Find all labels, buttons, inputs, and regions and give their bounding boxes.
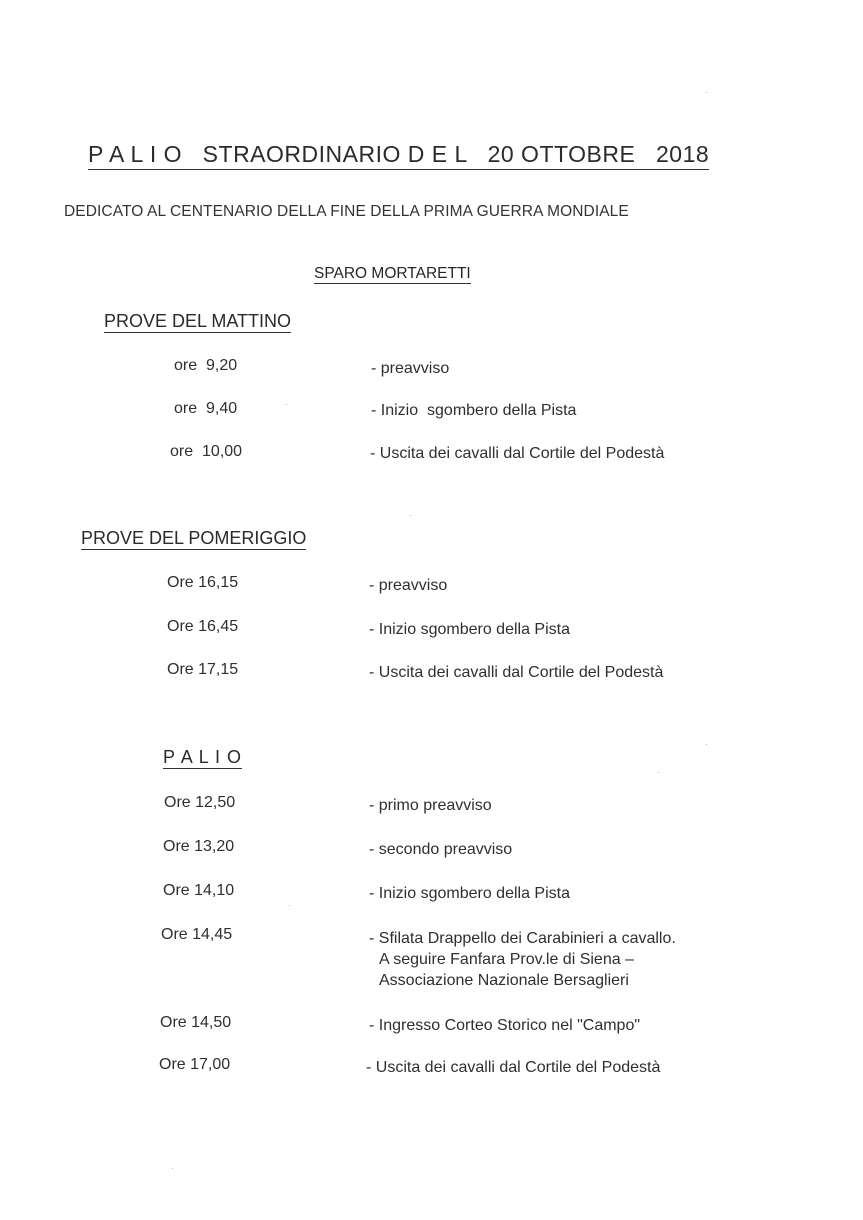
- scan-speck: [706, 92, 707, 93]
- scan-speck: [289, 905, 290, 906]
- time-palio-2: Ore 13,20: [163, 838, 235, 855]
- time-mattino-2: ore 9,40: [174, 400, 238, 417]
- desc-mattino-1: - preavviso: [371, 360, 450, 377]
- scan-speck: [172, 1168, 173, 1169]
- desc-pomeriggio-3: - Uscita dei cavalli dal Cortile del Podestà: [369, 664, 664, 681]
- section-heading-palio: P A L I O: [163, 747, 243, 767]
- page-title: P A L I O STRAORDINARIO D E L 20 OTTOBRE 2018: [88, 141, 709, 170]
- scan-speck: [706, 744, 707, 745]
- time-pomeriggio-2: Ore 16,45: [167, 618, 239, 635]
- section-heading-sparo: SPARO MORTARETTI: [314, 265, 471, 282]
- scan-speck: [658, 772, 659, 773]
- desc-palio-2: - secondo preavviso: [369, 841, 513, 858]
- section-heading-mattino: PROVE DEL MATTINO: [104, 311, 292, 331]
- scan-speck: [286, 404, 287, 405]
- subtitle: DEDICATO AL CENTENARIO DELLA FINE DELLA PRIMA GUERRA MONDIALE: [64, 203, 629, 220]
- time-pomeriggio-3: Ore 17,15: [167, 661, 239, 678]
- time-pomeriggio-1: Ore 16,15: [167, 574, 239, 591]
- time-mattino-1: ore 9,20: [174, 357, 238, 374]
- desc-pomeriggio-2: - Inizio sgombero della Pista: [369, 621, 570, 638]
- desc-palio-4: - Sfilata Drappello dei Carabinieri a cavallo.: [369, 930, 676, 947]
- desc-palio-1: - primo preavviso: [369, 797, 492, 814]
- desc-palio-4-line3: Associazione Nazionale Bersaglieri: [379, 972, 629, 989]
- time-palio-4: Ore 14,45: [161, 926, 233, 943]
- desc-mattino-2: - Inizio sgombero della Pista: [371, 402, 577, 419]
- desc-palio-6: - Uscita dei cavalli dal Cortile del Podestà: [366, 1059, 661, 1076]
- time-mattino-3: ore 10,00: [170, 443, 243, 460]
- section-heading-pomeriggio: PROVE DEL POMERIGGIO: [81, 528, 307, 548]
- desc-pomeriggio-1: - preavviso: [369, 577, 448, 594]
- time-palio-3: Ore 14,10: [163, 882, 235, 899]
- desc-mattino-3: - Uscita dei cavalli dal Cortile del Podestà: [370, 445, 665, 462]
- time-palio-6: Ore 17,00: [159, 1056, 231, 1073]
- desc-palio-5: - Ingresso Corteo Storico nel "Campo": [369, 1017, 641, 1034]
- time-palio-1: Ore 12,50: [164, 794, 236, 811]
- scan-speck: [410, 515, 411, 516]
- desc-palio-4-line2: A seguire Fanfara Prov.le di Siena –: [379, 951, 634, 968]
- desc-palio-3: - Inizio sgombero della Pista: [369, 885, 570, 902]
- time-palio-5: Ore 14,50: [160, 1014, 232, 1031]
